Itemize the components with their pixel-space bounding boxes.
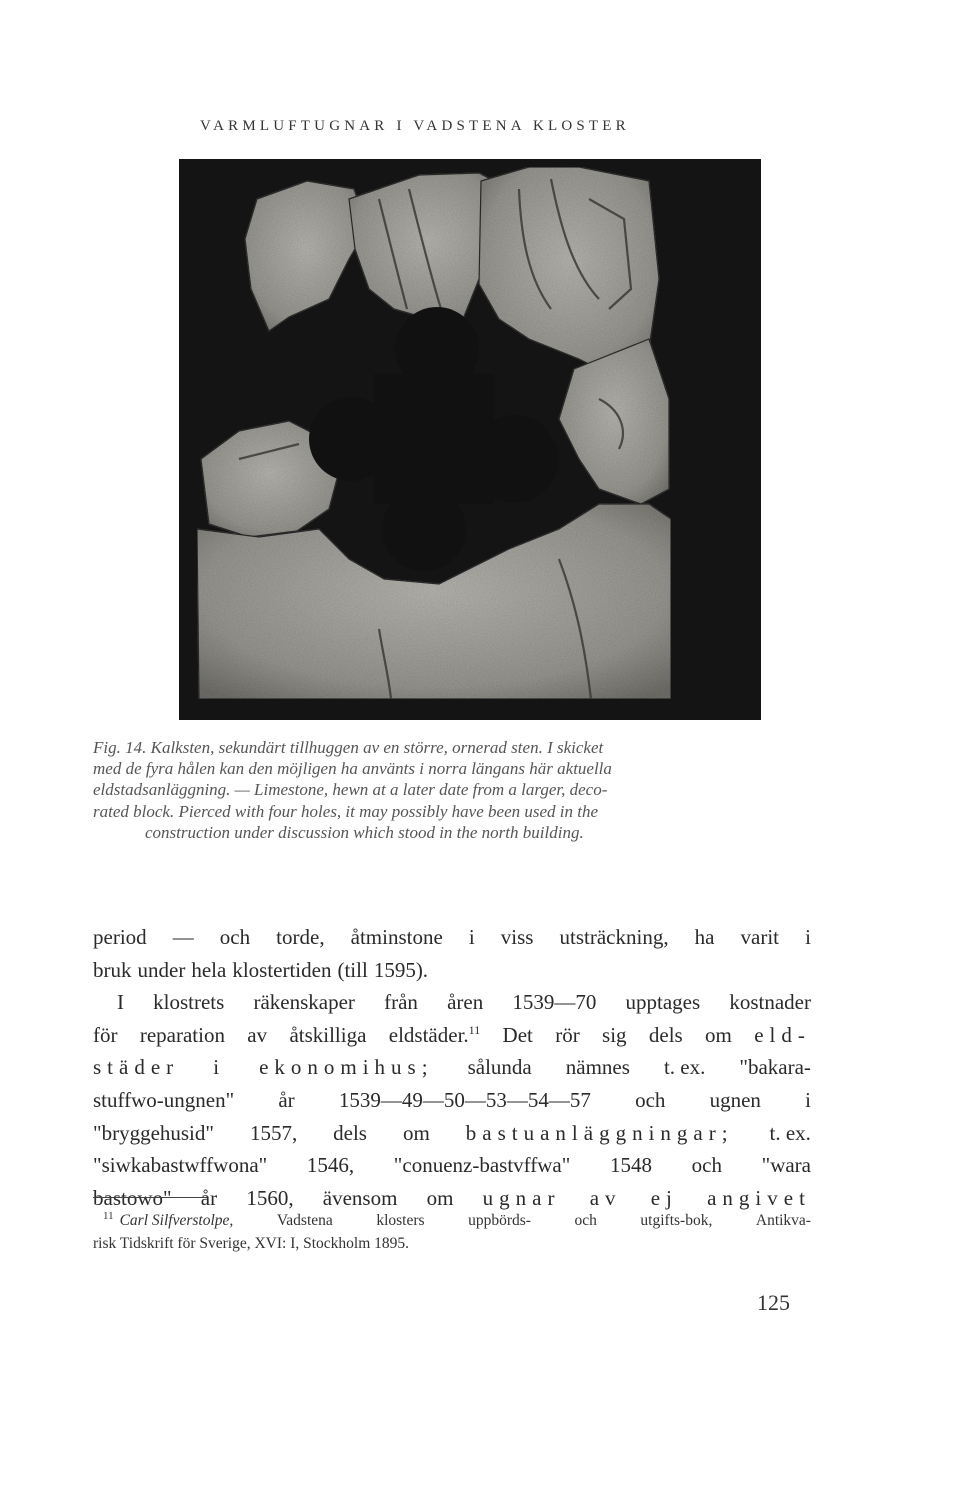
word: av	[247, 1022, 268, 1047]
figure-photograph	[179, 159, 761, 720]
word: och	[574, 1212, 597, 1229]
word: period	[93, 925, 147, 949]
word: och	[691, 1153, 722, 1178]
word-spaced: i	[213, 1055, 226, 1080]
caption-line: rated block. Pierced with four holes, it may possibly have been used in the	[93, 801, 599, 821]
word: sålunda	[467, 1055, 532, 1080]
caption-line: Fig. 14. Kalksten, sekundärt tillhuggen av en större, ornerad sten. I skicket	[93, 738, 604, 757]
word-spaced: ej	[650, 1185, 678, 1210]
word: för	[93, 1022, 118, 1047]
word: kostnader	[729, 990, 811, 1015]
word: i	[805, 1087, 811, 1112]
word: om	[426, 1185, 454, 1210]
word: "bakara-	[739, 1055, 811, 1080]
footnote-line-2	[93, 1232, 811, 1255]
word-spaced: ugnar	[482, 1185, 561, 1210]
word: ugnen	[709, 1087, 761, 1112]
body-line-8	[93, 1149, 811, 1182]
body-line-3	[93, 986, 811, 1019]
word-spaced: städer	[93, 1055, 180, 1080]
word: 1557,	[249, 1120, 298, 1145]
word: i	[805, 925, 811, 949]
word: reparation	[139, 1022, 225, 1047]
figure-caption	[93, 737, 813, 843]
word: räkenskaper	[253, 990, 355, 1015]
body-line-4	[93, 1019, 811, 1052]
word-spaced: ekonomihus;	[259, 1055, 434, 1080]
word: i	[468, 925, 475, 949]
word: —	[172, 925, 194, 949]
word: sig	[602, 1022, 627, 1047]
word: och	[219, 925, 251, 949]
word: uppbörds-	[468, 1212, 531, 1229]
word-with-note	[389, 1019, 480, 1052]
body-line-2	[93, 954, 811, 987]
word: utsträckning,	[559, 925, 669, 949]
word-spaced: eld-	[754, 1022, 811, 1047]
word: åtskilliga	[289, 1022, 367, 1047]
word: 1539—70	[512, 990, 597, 1015]
word-spaced: angivet	[707, 1185, 811, 1210]
word: t. ex.	[769, 1120, 811, 1145]
footnote	[93, 1209, 811, 1255]
body-line-5	[93, 1051, 811, 1084]
limestone-block-photo	[179, 159, 761, 720]
word: 1560,	[246, 1185, 294, 1210]
word: dels	[333, 1120, 367, 1145]
word-spaced: bastuanläggningar;	[465, 1120, 734, 1145]
word-spaced: av	[589, 1185, 622, 1210]
word: utgifts-bok,	[640, 1212, 713, 1229]
word: "conuenz-bastvffwa"	[393, 1153, 571, 1178]
word: "bryggehusid"	[93, 1120, 214, 1145]
word: klostertiden	[232, 957, 332, 982]
running-head: VARMLUFTUGNAR I VADSTENA KLOSTER	[200, 118, 630, 134]
page-number: 125	[757, 1290, 790, 1315]
body-text	[93, 921, 811, 1214]
word: klosters	[376, 1212, 425, 1229]
word: och	[635, 1087, 666, 1112]
footnote-lead	[93, 1209, 233, 1232]
footnote-rule	[93, 1197, 207, 1198]
footnote-text: risk Tidskrift för Sverige, XVI: I, Stockholm 1895.	[93, 1235, 410, 1252]
word: dels	[648, 1022, 683, 1047]
word: bastowo"	[93, 1185, 172, 1210]
word: år	[200, 1185, 218, 1210]
body-line-1	[93, 921, 811, 954]
caption-line: construction under discussion which stood in the north building.	[145, 822, 584, 842]
footnote-reference[interactable]: 11	[468, 1022, 481, 1037]
word: Antikva-	[755, 1212, 811, 1229]
word: torde,	[276, 925, 325, 949]
caption-line: med de fyra hålen kan den möjligen ha använts i norra längans här aktuella	[93, 759, 612, 779]
word: 1546,	[306, 1153, 355, 1178]
caption-line: eldstadsanläggning. — Limestone, hewn at a later date from a larger, deco-	[93, 780, 608, 800]
word: om	[402, 1120, 430, 1145]
word: ha	[694, 925, 715, 949]
word: (till	[337, 957, 368, 982]
word: varit	[740, 925, 780, 949]
word: hela	[191, 957, 227, 982]
footnote-author: Carl Silfverstolpe,	[119, 1212, 234, 1229]
word: under	[137, 957, 186, 982]
word: upptages	[625, 990, 701, 1015]
word: rör	[555, 1022, 580, 1047]
word: "wara	[761, 1153, 811, 1178]
word: åtminstone	[350, 925, 443, 949]
word: åren	[447, 990, 484, 1015]
word: ävensom	[322, 1185, 398, 1210]
footnote-number: 11	[103, 1210, 114, 1222]
word: viss	[500, 925, 534, 949]
word: om	[705, 1022, 732, 1047]
word: klostrets	[153, 990, 225, 1015]
word: 1548	[609, 1153, 652, 1178]
body-line-7	[93, 1117, 811, 1150]
word: år	[278, 1087, 295, 1112]
word: Vadstena	[276, 1212, 333, 1229]
word: I	[117, 990, 124, 1015]
word: stuffwo-ungnen"	[93, 1087, 235, 1112]
word: eldstäder.	[388, 1022, 469, 1047]
footnote-line-1	[93, 1209, 811, 1232]
word: bruk	[93, 957, 132, 982]
word: från	[384, 990, 418, 1015]
word: "siwkabastwffwona"	[93, 1153, 268, 1178]
word: 1595).	[373, 957, 429, 982]
body-line-6	[93, 1084, 811, 1117]
word: 1539—49—50—53—54—57	[338, 1087, 591, 1112]
word: Det	[502, 1022, 533, 1047]
word: nämnes	[565, 1055, 630, 1080]
word: t. ex.	[663, 1055, 706, 1080]
